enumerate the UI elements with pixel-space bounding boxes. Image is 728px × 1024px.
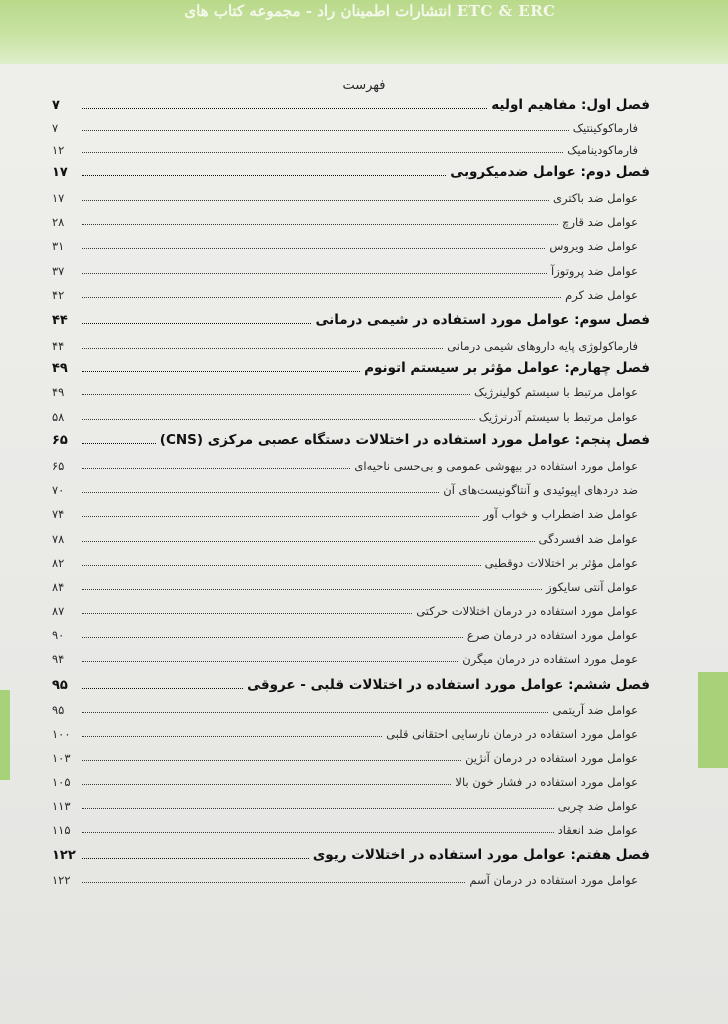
dot-leader <box>82 759 461 761</box>
toc-entry-page-number: ۱۱۳ <box>52 799 71 813</box>
dot-leader <box>82 107 487 109</box>
toc-chapter-entry <box>52 159 650 181</box>
toc-entry-page-number: ۶۵ <box>52 433 68 448</box>
toc-section-entry <box>52 257 650 279</box>
toc-entry-title: فصل دوم: عوامل ضدمیکروبی <box>450 164 650 180</box>
toc-entry-title: عوامل مورد استفاده در درمان اختلالات حرکتی <box>416 604 638 618</box>
dot-leader <box>82 612 412 614</box>
toc-section-entry <box>52 281 650 303</box>
dot-leader <box>82 247 545 249</box>
toc-chapter-entry <box>52 842 650 864</box>
toc-entry-page-number: ۷ <box>52 98 60 113</box>
dot-leader <box>82 735 382 737</box>
dot-leader <box>82 783 451 785</box>
toc-entry-page-number: ۶۵ <box>52 459 65 473</box>
toc-entry-title: فصل چهارم: عوامل مؤثر بر سیستم اتونوم <box>364 360 650 376</box>
toc-section-entry <box>52 525 650 547</box>
dot-leader <box>82 442 156 444</box>
toc-section-entry <box>52 816 650 838</box>
toc-entry-title: عوامل ضد کرم <box>565 288 638 302</box>
dot-leader <box>82 418 475 420</box>
toc-entry-title: عوامل ضد انعقاد <box>557 823 638 837</box>
dot-leader <box>82 831 554 833</box>
toc-entry-title: فارماکولوژی پایه داروهای شیمی درمانی <box>447 339 638 353</box>
toc-entry-page-number: ۹۵ <box>52 703 65 717</box>
toc-entry-title: ضد دردهای اپیوئیدی و آنتاگونیست‌های آن <box>443 483 638 497</box>
dot-leader <box>82 393 470 395</box>
toc-entry-title: عوامل ضد اضطراب و خواب آور <box>483 507 638 521</box>
toc-section-entry <box>52 378 650 400</box>
dot-leader <box>82 347 443 349</box>
toc-entry-title: عوامل مورد استفاده در درمان صرع <box>466 628 638 642</box>
toc-entry-page-number: ۱۰۳ <box>52 751 71 765</box>
toc-section-entry <box>52 549 650 571</box>
toc-entry-title: عومل مورد استفاده در درمان میگرن <box>462 652 638 666</box>
toc-section-entry <box>52 621 650 643</box>
toc-entry-title: عوامل مورد استفاده در فشار خون بالا <box>455 775 638 789</box>
toc-section-entry <box>52 597 650 619</box>
dot-leader <box>82 174 446 176</box>
toc-section-entry <box>52 866 650 888</box>
dot-leader <box>82 588 542 590</box>
toc-entry-page-number: ۸۴ <box>52 580 65 594</box>
toc-section-entry <box>52 696 650 718</box>
toc-entry-title: فصل هفتم: عوامل مورد استفاده در اختلالات ریوی <box>312 847 650 863</box>
dot-leader <box>82 564 481 566</box>
toc-entry-title: فارماکودینامیک <box>567 143 638 157</box>
toc-entry-title: عوامل ضد قارچ <box>562 215 638 229</box>
toc-section-entry <box>52 452 650 474</box>
dot-leader <box>82 687 243 689</box>
toc-entry-page-number: ۷۰ <box>52 483 65 497</box>
toc-entry-title: فصل پنجم: عوامل مورد استفاده در اختلالات دستگاه عصبی مرکزی (CNS) <box>159 432 650 448</box>
dot-leader <box>82 857 309 859</box>
toc-entry-title: عوامل ضد پروتوزآ <box>551 264 638 278</box>
toc-entry-title: عوامل مورد استفاده در درمان آنژین <box>465 751 638 765</box>
toc-entry-title: عوامل ضد افسردگی <box>538 532 638 546</box>
toc-chapter-entry <box>52 92 650 114</box>
toc-section-entry <box>52 332 650 354</box>
dot-leader <box>82 199 549 201</box>
toc-entry-page-number: ۱۲۲ <box>52 848 76 863</box>
toc-entry-title: عوامل ضد آریتمی <box>552 703 638 717</box>
toc-section-entry <box>52 500 650 522</box>
toc-section-entry <box>52 208 650 230</box>
toc-entry-title: عوامل مورد استفاده در بیهوشی عمومی و بی‌حسی ناحیه‌ای <box>354 459 638 473</box>
running-header: انتشارات اطمینان راد - مجموعه کتاب های ETC & ERC <box>184 2 556 20</box>
toc-entry-title: فصل سوم: عوامل مورد استفاده در شیمی درمانی <box>315 312 650 328</box>
toc-section-entry <box>52 476 650 498</box>
toc-entry-page-number: ۹۵ <box>52 678 68 693</box>
toc-entry-title: عوامل ضد باکتری <box>553 191 638 205</box>
chapter-thumb-tab-left <box>0 690 10 780</box>
toc-entry-title: عوامل ضد ویروس <box>549 239 638 253</box>
dot-leader <box>82 467 350 469</box>
toc-chapter-entry <box>52 427 650 449</box>
toc-entry-page-number: ۸۲ <box>52 556 65 570</box>
dot-leader <box>82 151 563 153</box>
dot-leader <box>82 129 569 131</box>
dot-leader <box>82 272 547 274</box>
toc-entry-page-number: ۳۱ <box>52 239 65 253</box>
toc-entry-title: عوامل ضد چربی <box>557 799 638 813</box>
toc-entry-page-number: ۱۰۵ <box>52 775 71 789</box>
toc-chapter-entry <box>52 307 650 329</box>
toc-section-entry <box>52 403 650 425</box>
chapter-thumb-tab-right <box>698 672 728 768</box>
toc-section-entry <box>52 645 650 667</box>
dot-leader <box>82 491 439 493</box>
toc-entry-page-number: ۴۴ <box>52 339 65 353</box>
toc-entry-page-number: ۷۴ <box>52 507 65 521</box>
toc-entry-page-number: ۷ <box>52 121 59 135</box>
dot-leader <box>82 296 561 298</box>
toc-section-entry <box>52 792 650 814</box>
toc-entry-page-number: ۹۰ <box>52 628 65 642</box>
toc-entry-title: عوامل مورد استفاده در درمان نارسایی احتقانی قلبی <box>386 727 638 741</box>
toc-entry-page-number: ۴۲ <box>52 288 65 302</box>
toc-entry-title: فصل ششم: عوامل مورد استفاده در اختلالات قلبی - عروقی <box>247 677 650 693</box>
toc-entry-title: عوامل مرتبط با سیستم آدرنرژیک <box>478 410 638 424</box>
toc-section-entry <box>52 744 650 766</box>
toc-section-entry <box>52 114 650 136</box>
dot-leader <box>82 540 535 542</box>
toc-entry-page-number: ۴۹ <box>52 361 68 376</box>
toc-chapter-entry <box>52 355 650 377</box>
toc-section-entry <box>52 768 650 790</box>
toc-entry-page-number: ۱۷ <box>52 165 68 180</box>
header-band <box>0 0 728 64</box>
toc-chapter-entry <box>52 672 650 694</box>
dot-leader <box>82 515 479 517</box>
dot-leader <box>82 807 554 809</box>
toc-section-entry <box>52 720 650 742</box>
toc-section-entry <box>52 232 650 254</box>
toc-section-entry <box>52 136 650 158</box>
toc-section-entry <box>52 184 650 206</box>
toc-entry-page-number: ۱۲۲ <box>52 873 71 887</box>
toc-entry-title: عوامل مرتبط با سیستم کولینرژیک <box>473 385 638 399</box>
toc-entry-title: فارماکوکینتیک <box>572 121 638 135</box>
dot-leader <box>82 370 360 372</box>
dot-leader <box>82 223 558 225</box>
toc-entry-page-number: ۴۴ <box>52 313 68 328</box>
toc-entry-page-number: ۸۷ <box>52 604 65 618</box>
toc-entry-page-number: ۹۴ <box>52 652 65 666</box>
dot-leader <box>82 881 465 883</box>
toc-entry-page-number: ۱۰۰ <box>52 727 71 741</box>
toc-entry-page-number: ۱۲ <box>52 143 65 157</box>
toc-entry-title: عوامل آنتی سایکوز <box>546 580 638 594</box>
toc-entry-page-number: ۴۹ <box>52 385 65 399</box>
toc-entry-title: عوامل مؤثر بر اختلالات دوقطبی <box>484 556 638 570</box>
toc-entry-page-number: ۱۷ <box>52 191 65 205</box>
toc-entry-page-number: ۳۷ <box>52 264 65 278</box>
toc-entry-page-number: ۷۸ <box>52 532 65 546</box>
toc-entry-title: عوامل مورد استفاده در درمان آسم <box>469 873 638 887</box>
toc-entry-page-number: ۵۸ <box>52 410 65 424</box>
toc-heading: فهرست <box>342 78 386 93</box>
dot-leader <box>82 322 311 324</box>
dot-leader <box>82 711 548 713</box>
toc-entry-title: فصل اول: مفاهیم اولیه <box>491 97 650 113</box>
dot-leader <box>82 660 458 662</box>
toc-entry-page-number: ۲۸ <box>52 215 65 229</box>
toc-section-entry <box>52 573 650 595</box>
toc-entry-page-number: ۱۱۵ <box>52 823 71 837</box>
dot-leader <box>82 636 463 638</box>
